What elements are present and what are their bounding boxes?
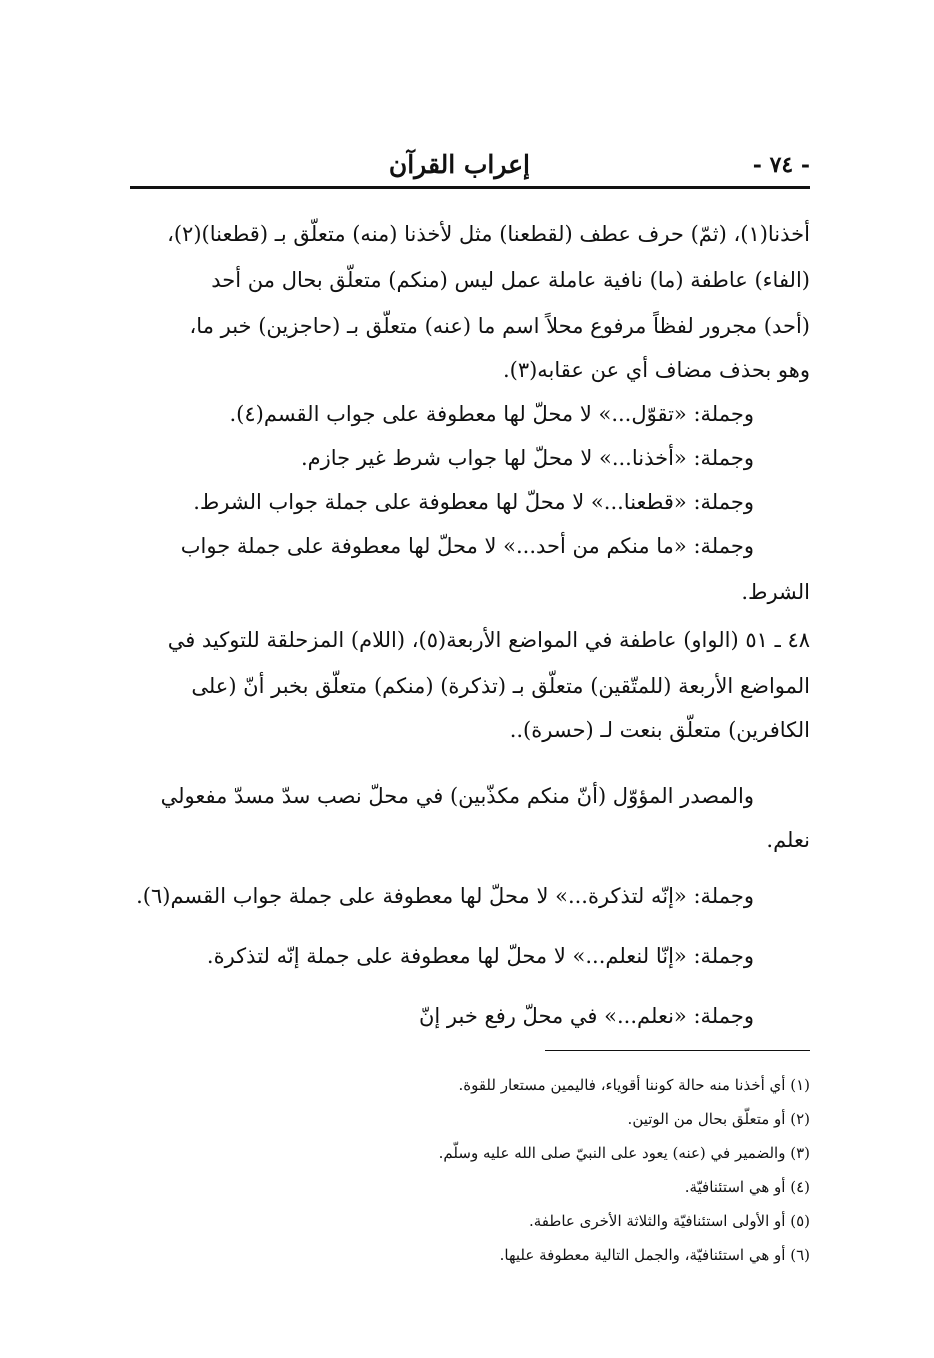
- sentence-line: وجملة: «نعلم...» في محلّ رفع خبر إنّ: [419, 1004, 754, 1028]
- paragraph-line: ٤٨ ـ ٥١ (الواو) عاطفة في المواضع الأربعة(٥)، (اللام) المزحلقة للتوكيد في: [167, 628, 810, 652]
- paragraph-line: أخذنا(١)، (ثمّ) حرف عطف (لقطعنا) مثل لأخذنا (منه) متعلّق بـ (قطعنا)(٢)،: [167, 222, 810, 246]
- sentence-line: وجملة: «قطعنا...» لا محلّ لها معطوفة على جملة جواب الشرط.: [193, 490, 754, 514]
- footnote: (٥) أو الأولى استئنافيّة والثلاثة الأخرى عاطفة.: [529, 1212, 810, 1230]
- sentence-line: وجملة: «تقوّل...» لا محلّ لها معطوفة على جواب القسم(٤).: [229, 402, 754, 426]
- paragraph-line: (الفاء) عاطفة (ما) نافية عاملة عمل ليس (منكم) متعلّق بحال من أحد: [211, 268, 810, 292]
- paragraph-line: نعلم.: [766, 828, 810, 852]
- paragraph-line: وهو بحذف مضاف أي عن عقابه(٣).: [502, 358, 810, 382]
- paragraph-line: الكافرين) متعلّق بنعت لـ (حسرة)..: [509, 718, 810, 742]
- footnote: (٢) أو متعلّق بحال من الوتين.: [627, 1110, 810, 1128]
- footnote: (٣) والضمير في (عنه) يعود على النبيّ صلى الله عليه وسلّم.: [438, 1144, 810, 1162]
- sentence-line: وجملة: «أخذنا...» لا محلّ لها جواب شرط غير جازم.: [300, 446, 754, 470]
- footnotes: [130, 1068, 810, 1272]
- page-header: [130, 148, 810, 184]
- header-rule: [130, 186, 810, 189]
- page-number: - ٧٤ -: [752, 152, 810, 178]
- sentence-line: الشرط.: [741, 580, 810, 604]
- paragraph-line: المواضع الأربعة (للمتّقين) متعلّق بـ (تذكرة) (منكم) متعلّق بخبر أنّ (على: [191, 674, 810, 698]
- paragraph-line: (أحد) مجرور لفظاً مرفوع محلاً اسم ما (عنه) متعلّق بـ (حاجزين) خبر ما،: [189, 314, 810, 338]
- footnote: (٦) أو هي استئنافيّة، والجمل التالية معطوفة عليها.: [499, 1246, 810, 1264]
- footnote: (١) أي أخذنا منه حالة كوننا أقوياء، فاليمين مستعار للقوة.: [458, 1076, 810, 1094]
- paragraph-line: والمصدر المؤوّل (أنّ منكم مكذّبين) في محلّ نصب سدّ مسدّ مفعولي: [160, 784, 754, 808]
- book-title: إعراب القرآن: [388, 150, 530, 179]
- sentence-line: وجملة: «ما منكم من أحد...» لا محلّ لها معطوفة على جملة جواب: [180, 534, 754, 558]
- sentence-line: وجملة: «إنّا لنعلم...» لا محلّ لها معطوفة على جملة إنّه لتذكرة.: [206, 944, 754, 968]
- footnote: (٤) أو هي استئنافيّة.: [684, 1178, 810, 1196]
- sentence-line: وجملة: «إنّه لتذكرة...» لا محلّ لها معطوفة على جملة جواب القسم(٦).: [136, 884, 754, 908]
- footnote-rule: [545, 1050, 810, 1051]
